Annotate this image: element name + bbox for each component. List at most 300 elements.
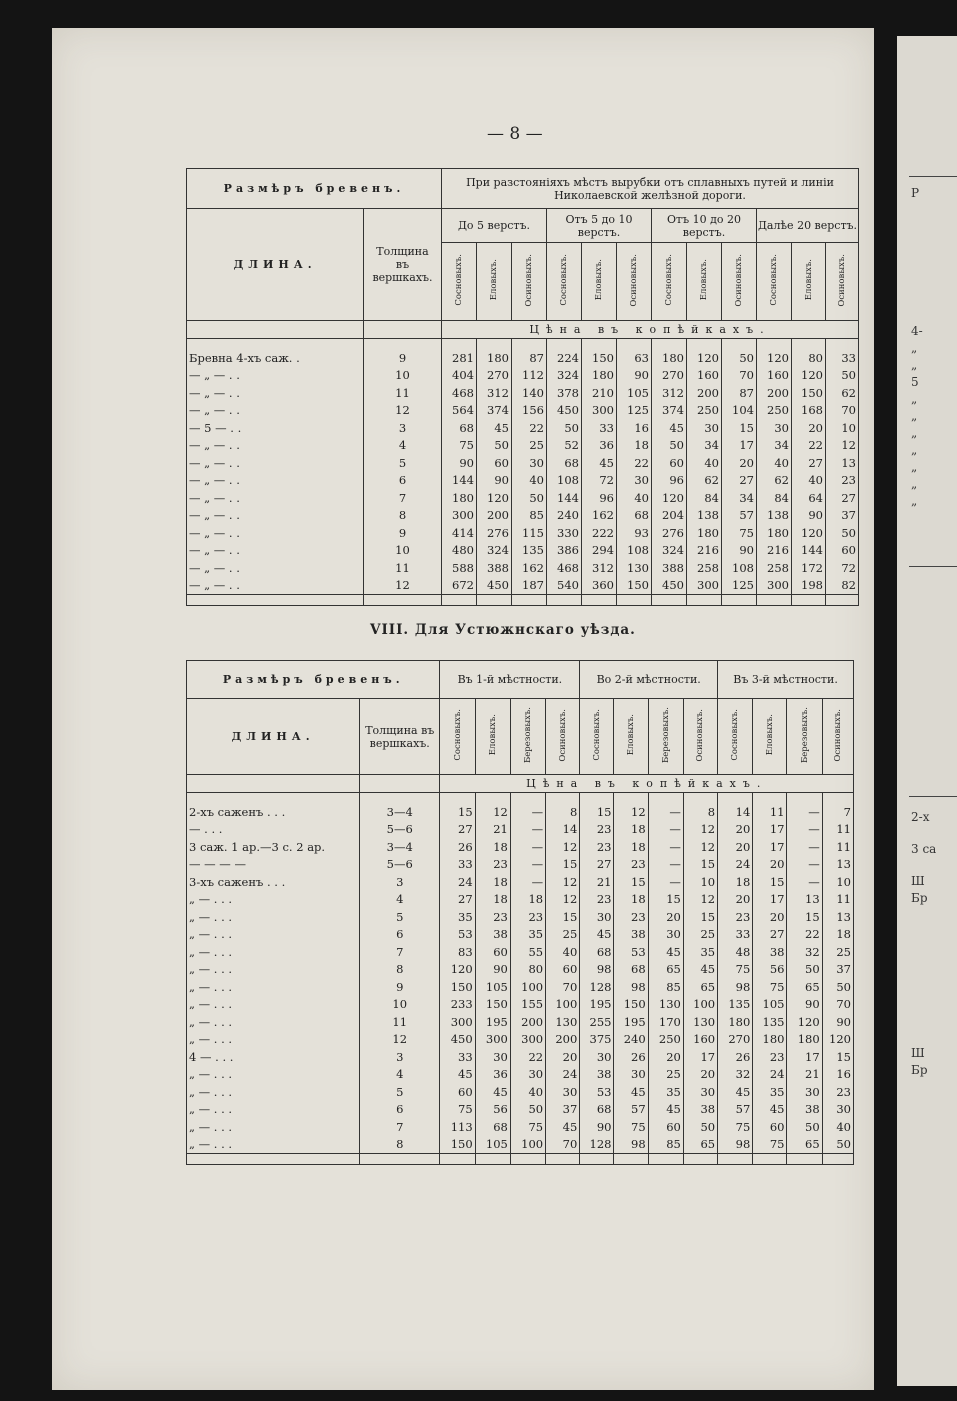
price-cell: 200 bbox=[546, 1031, 580, 1049]
locality-group: Въ 3-й мѣстности. bbox=[718, 661, 854, 699]
price-cell: 150 bbox=[582, 349, 617, 367]
price-cell: 125 bbox=[617, 402, 652, 420]
price-cell: 240 bbox=[614, 1031, 648, 1049]
price-cell: 38 bbox=[683, 1101, 717, 1119]
price-cell: 120 bbox=[822, 1031, 853, 1049]
price-cell: 50 bbox=[822, 978, 853, 996]
price-cell: 180 bbox=[477, 349, 512, 367]
price-cell: 300 bbox=[510, 1031, 545, 1049]
price-cell: 150 bbox=[617, 577, 652, 595]
price-cell: 45 bbox=[614, 1083, 648, 1101]
price-cell: 160 bbox=[683, 1031, 717, 1049]
price-cell: 270 bbox=[477, 367, 512, 385]
price-cell: 83 bbox=[440, 943, 475, 961]
price-cell: 200 bbox=[477, 507, 512, 525]
price-cell: 50 bbox=[787, 1118, 822, 1136]
row-length-label: — „ — . . bbox=[187, 367, 364, 385]
price-cell: 10 bbox=[822, 873, 853, 891]
row-length-label: „ — . . . bbox=[187, 926, 360, 944]
row-thickness: 5—6 bbox=[360, 856, 440, 874]
row-length-label: „ — . . . bbox=[187, 891, 360, 909]
row-length-label: 3 саж. 1 ар.—3 с. 2 ар. bbox=[187, 838, 360, 856]
row-length-label: „ — . . . bbox=[187, 961, 360, 979]
row-thickness: 4 bbox=[364, 437, 442, 455]
price-cell: 404 bbox=[442, 367, 477, 385]
price-cell: 33 bbox=[440, 1048, 475, 1066]
price-cell: 20 bbox=[718, 821, 753, 839]
price-cell: 120 bbox=[757, 349, 792, 367]
price-cell: 138 bbox=[757, 507, 792, 525]
price-cell: 180 bbox=[753, 1031, 787, 1049]
table-row bbox=[187, 821, 854, 839]
row-thickness: 12 bbox=[364, 577, 442, 595]
price-cell: 25 bbox=[546, 926, 580, 944]
price-cell: — bbox=[648, 873, 683, 891]
price-cell: — bbox=[648, 821, 683, 839]
price-cell: 18 bbox=[475, 838, 510, 856]
price-cell: 25 bbox=[648, 1066, 683, 1084]
price-cell: 62 bbox=[757, 472, 792, 490]
price-cell: 75 bbox=[753, 978, 787, 996]
price-cell: 324 bbox=[652, 542, 687, 560]
wood-type-header: Еловыхъ. bbox=[475, 699, 510, 775]
row-thickness: 7 bbox=[364, 489, 442, 507]
price-cell: 250 bbox=[648, 1031, 683, 1049]
price-cell: 30 bbox=[757, 419, 792, 437]
price-cell: 672 bbox=[442, 577, 477, 595]
row-length-label: — „ — . . bbox=[187, 507, 364, 525]
price-cell: 37 bbox=[546, 1101, 580, 1119]
adjacent-rule bbox=[909, 566, 957, 567]
price-cell: 30 bbox=[648, 926, 683, 944]
table-row bbox=[187, 367, 859, 385]
price-cell: 20 bbox=[546, 1048, 580, 1066]
price-cell: 17 bbox=[787, 1048, 822, 1066]
price-cell: 17 bbox=[753, 891, 787, 909]
price-cell: 120 bbox=[687, 349, 722, 367]
price-cell: 26 bbox=[718, 1048, 753, 1066]
price-cell: 93 bbox=[617, 524, 652, 542]
price-cell: 450 bbox=[547, 402, 582, 420]
price-cell: 55 bbox=[510, 943, 545, 961]
price-cell: 18 bbox=[822, 926, 853, 944]
row-length-label: „ — . . . bbox=[187, 1083, 360, 1101]
price-cell: 144 bbox=[442, 472, 477, 490]
table-row bbox=[187, 1066, 854, 1084]
price-cell: 68 bbox=[547, 454, 582, 472]
price-cell: 40 bbox=[512, 472, 547, 490]
price-cell: 12 bbox=[683, 821, 717, 839]
wood-type-header: Сосновыхъ. bbox=[718, 699, 753, 775]
price-cell: 90 bbox=[442, 454, 477, 472]
price-cell: 15 bbox=[440, 803, 475, 821]
price-cell: 23 bbox=[475, 908, 510, 926]
table-row bbox=[187, 559, 859, 577]
price-cell: 60 bbox=[652, 454, 687, 472]
price-cell: 15 bbox=[787, 908, 822, 926]
price-cell: 200 bbox=[757, 384, 792, 402]
row-thickness: 6 bbox=[364, 472, 442, 490]
row-length-label: — „ — . . bbox=[187, 454, 364, 472]
price-cell: 100 bbox=[510, 1136, 545, 1154]
price-cell: 27 bbox=[440, 891, 475, 909]
price-cell: 21 bbox=[475, 821, 510, 839]
price-cell: 65 bbox=[683, 978, 717, 996]
price-cell: 80 bbox=[792, 349, 826, 367]
price-cell: 20 bbox=[792, 419, 826, 437]
price-cell: — bbox=[510, 856, 545, 874]
wood-type-header: Осиновыхъ. bbox=[722, 243, 757, 321]
price-cell: 130 bbox=[546, 1013, 580, 1031]
price-cell: 156 bbox=[512, 402, 547, 420]
price-cell: 23 bbox=[475, 856, 510, 874]
price-cell: 18 bbox=[614, 891, 648, 909]
price-table-1 bbox=[186, 168, 859, 606]
price-cell: 96 bbox=[582, 489, 617, 507]
price-cell: 50 bbox=[722, 349, 757, 367]
row-thickness: 12 bbox=[364, 402, 442, 420]
price-cell: 180 bbox=[757, 524, 792, 542]
price-cell: 13 bbox=[787, 891, 822, 909]
price-cell: 25 bbox=[512, 437, 547, 455]
price-cell: 450 bbox=[652, 577, 687, 595]
row-thickness: 9 bbox=[364, 349, 442, 367]
price-cell: 37 bbox=[826, 507, 859, 525]
price-cell: 30 bbox=[546, 1083, 580, 1101]
price-cell: 11 bbox=[822, 821, 853, 839]
price-cell: 104 bbox=[722, 402, 757, 420]
price-cell: 112 bbox=[512, 367, 547, 385]
price-cell: 50 bbox=[683, 1118, 717, 1136]
price-cell: 180 bbox=[718, 1013, 753, 1031]
price-cell: 96 bbox=[652, 472, 687, 490]
page-number: — 8 — bbox=[487, 124, 543, 144]
row-thickness: 5 bbox=[360, 908, 440, 926]
distance-caption: При разстояніяхъ мѣстъ вырубки отъ сплавныхъ путей и линіи Николаевской желѣзной дороги. bbox=[442, 169, 859, 209]
wood-type-header: Еловыхъ. bbox=[477, 243, 512, 321]
price-cell: 53 bbox=[440, 926, 475, 944]
price-cell: 108 bbox=[547, 472, 582, 490]
price-cell: 330 bbox=[547, 524, 582, 542]
price-cell: 65 bbox=[787, 1136, 822, 1154]
row-thickness: 7 bbox=[360, 1118, 440, 1136]
adjacent-fragment: Ш bbox=[911, 1046, 925, 1060]
price-cell: 130 bbox=[648, 996, 683, 1014]
price-cell: 90 bbox=[477, 472, 512, 490]
price-cell: 62 bbox=[826, 384, 859, 402]
adjacent-fragment: „ bbox=[911, 460, 918, 474]
price-cell: 50 bbox=[826, 367, 859, 385]
price-cell: 48 bbox=[718, 943, 753, 961]
row-length-label: — „ — . . bbox=[187, 542, 364, 560]
price-cell: 180 bbox=[442, 489, 477, 507]
adjacent-fragment: 3 са bbox=[911, 842, 937, 856]
price-cell: 75 bbox=[440, 1101, 475, 1119]
row-length-label: Бревна 4-хъ саж. . bbox=[187, 349, 364, 367]
row-length-label: „ — . . . bbox=[187, 1136, 360, 1154]
price-cell: 12 bbox=[546, 838, 580, 856]
price-cell: 56 bbox=[475, 1101, 510, 1119]
price-cell: 52 bbox=[547, 437, 582, 455]
price-cell: 20 bbox=[753, 856, 787, 874]
row-thickness: 3—4 bbox=[360, 803, 440, 821]
price-cell: 64 bbox=[792, 489, 826, 507]
price-cell: 312 bbox=[652, 384, 687, 402]
price-cell: 68 bbox=[614, 961, 648, 979]
price-cell: 22 bbox=[510, 1048, 545, 1066]
table-row bbox=[187, 1083, 854, 1101]
price-cell: 250 bbox=[687, 402, 722, 420]
price-cell: 50 bbox=[547, 419, 582, 437]
row-thickness: 10 bbox=[364, 542, 442, 560]
wood-type-header: Сосновыхъ. bbox=[547, 243, 582, 321]
row-thickness: 6 bbox=[360, 1101, 440, 1119]
price-cell: 75 bbox=[722, 524, 757, 542]
price-cell: 57 bbox=[614, 1101, 648, 1119]
price-cell: 33 bbox=[826, 349, 859, 367]
price-cell: 85 bbox=[648, 978, 683, 996]
adjacent-rule bbox=[909, 176, 957, 177]
price-cell: 90 bbox=[617, 367, 652, 385]
price-cell: 23 bbox=[510, 908, 545, 926]
price-cell: 258 bbox=[687, 559, 722, 577]
adjacent-rule bbox=[909, 796, 957, 797]
locality-group: Во 2-й мѣстности. bbox=[580, 661, 718, 699]
price-cell: 53 bbox=[614, 943, 648, 961]
row-thickness: 12 bbox=[360, 1031, 440, 1049]
wood-type-header: Сосновыхъ. bbox=[757, 243, 792, 321]
row-length-label: „ — . . . bbox=[187, 996, 360, 1014]
price-cell: 23 bbox=[826, 472, 859, 490]
price-cell: 20 bbox=[683, 1066, 717, 1084]
price-cell: 50 bbox=[477, 437, 512, 455]
price-cell: 65 bbox=[787, 978, 822, 996]
price-cell: — bbox=[510, 821, 545, 839]
table-row bbox=[187, 1118, 854, 1136]
price-cell: — bbox=[510, 838, 545, 856]
price-cell: 128 bbox=[580, 1136, 614, 1154]
price-cell: 90 bbox=[475, 961, 510, 979]
price-cell: 45 bbox=[580, 926, 614, 944]
price-cell: 90 bbox=[580, 1118, 614, 1136]
price-cell: 216 bbox=[757, 542, 792, 560]
price-cell: 22 bbox=[792, 437, 826, 455]
price-cell: 70 bbox=[546, 1136, 580, 1154]
price-cell: 23 bbox=[718, 908, 753, 926]
price-cell: 105 bbox=[475, 978, 510, 996]
adjacent-fragment: Р bbox=[911, 186, 920, 200]
price-cell: 24 bbox=[753, 1066, 787, 1084]
price-cell: 150 bbox=[440, 978, 475, 996]
price-cell: 72 bbox=[826, 559, 859, 577]
price-cell: 22 bbox=[787, 926, 822, 944]
price-cell: — bbox=[787, 803, 822, 821]
price-cell: 24 bbox=[440, 873, 475, 891]
row-thickness: 3 bbox=[364, 419, 442, 437]
adjacent-fragment: 5 bbox=[911, 375, 919, 389]
price-cell: 57 bbox=[718, 1101, 753, 1119]
price-cell: 100 bbox=[683, 996, 717, 1014]
price-cell: 10 bbox=[683, 873, 717, 891]
price-cell: 36 bbox=[475, 1066, 510, 1084]
price-cell: 180 bbox=[652, 349, 687, 367]
price-cell: 8 bbox=[546, 803, 580, 821]
distance-group: Отъ 10 до 20 верстъ. bbox=[652, 209, 757, 243]
price-cell: 37 bbox=[822, 961, 853, 979]
price-cell: 45 bbox=[582, 454, 617, 472]
price-cell: 50 bbox=[510, 1101, 545, 1119]
price-cell: 12 bbox=[546, 891, 580, 909]
price-cell: 105 bbox=[617, 384, 652, 402]
price-cell: 17 bbox=[722, 437, 757, 455]
wood-type-header: Осиновыхъ. bbox=[512, 243, 547, 321]
price-cell: 75 bbox=[442, 437, 477, 455]
price-cell: 468 bbox=[547, 559, 582, 577]
price-cell: 27 bbox=[826, 489, 859, 507]
price-cell: 35 bbox=[440, 908, 475, 926]
price-cell: 15 bbox=[614, 873, 648, 891]
table-row bbox=[187, 996, 854, 1014]
price-cell: 294 bbox=[582, 542, 617, 560]
price-cell: 312 bbox=[477, 384, 512, 402]
price-cell: 90 bbox=[722, 542, 757, 560]
price-cell: 75 bbox=[753, 1136, 787, 1154]
table-row bbox=[187, 542, 859, 560]
price-cell: 13 bbox=[822, 856, 853, 874]
price-cell: 35 bbox=[753, 1083, 787, 1101]
wood-type-header: Сосновыхъ. bbox=[580, 699, 614, 775]
price-cell: 17 bbox=[683, 1048, 717, 1066]
price-cell: 130 bbox=[683, 1013, 717, 1031]
price-cell: 140 bbox=[512, 384, 547, 402]
price-cell: 45 bbox=[652, 419, 687, 437]
price-cell: 23 bbox=[580, 891, 614, 909]
table-row bbox=[187, 1048, 854, 1066]
price-cell: 324 bbox=[477, 542, 512, 560]
table-row bbox=[187, 803, 854, 821]
price-cell: 68 bbox=[617, 507, 652, 525]
row-length-label: „ — . . . bbox=[187, 1101, 360, 1119]
price-cell: 40 bbox=[687, 454, 722, 472]
price-cell: 38 bbox=[614, 926, 648, 944]
row-thickness: 8 bbox=[364, 507, 442, 525]
price-cell: 270 bbox=[652, 367, 687, 385]
wood-type-header: Осиновыхъ. bbox=[826, 243, 859, 321]
price-cell: 15 bbox=[722, 419, 757, 437]
table-row bbox=[187, 507, 859, 525]
price-cell: 216 bbox=[687, 542, 722, 560]
adjacent-fragment: „ bbox=[911, 358, 918, 372]
row-length-label: — „ — . . bbox=[187, 559, 364, 577]
price-cell: 85 bbox=[512, 507, 547, 525]
price-cell: 70 bbox=[826, 402, 859, 420]
row-length-label: — 5 — . . bbox=[187, 419, 364, 437]
adjacent-fragment: „ bbox=[911, 477, 918, 491]
price-cell: 155 bbox=[510, 996, 545, 1014]
price-cell: 144 bbox=[792, 542, 826, 560]
price-cell: 160 bbox=[757, 367, 792, 385]
price-cell: 33 bbox=[440, 856, 475, 874]
price-cell: 27 bbox=[722, 472, 757, 490]
price-cell: 27 bbox=[580, 856, 614, 874]
row-thickness: 3 bbox=[360, 873, 440, 891]
price-cell: 60 bbox=[440, 1083, 475, 1101]
price-cell: 100 bbox=[546, 996, 580, 1014]
price-cell: 35 bbox=[648, 1083, 683, 1101]
price-cell: 50 bbox=[826, 524, 859, 542]
price-cell: 15 bbox=[546, 856, 580, 874]
price-cell: 281 bbox=[442, 349, 477, 367]
price-cell: 120 bbox=[477, 489, 512, 507]
length-label: ДЛИНА. bbox=[187, 699, 360, 775]
table-row bbox=[187, 856, 854, 874]
row-thickness: 9 bbox=[364, 524, 442, 542]
price-cell: 27 bbox=[792, 454, 826, 472]
price-cell: 160 bbox=[687, 367, 722, 385]
price-cell: 17 bbox=[753, 838, 787, 856]
price-cell: 36 bbox=[582, 437, 617, 455]
price-cell: 180 bbox=[687, 524, 722, 542]
row-length-label: — „ — . . bbox=[187, 577, 364, 595]
table-row bbox=[187, 577, 859, 595]
price-cell: 26 bbox=[614, 1048, 648, 1066]
price-cell: 13 bbox=[826, 454, 859, 472]
price-cell: 200 bbox=[510, 1013, 545, 1031]
price-cell: 22 bbox=[512, 419, 547, 437]
table-row bbox=[187, 943, 854, 961]
row-length-label: — „ — . . bbox=[187, 472, 364, 490]
price-cell: 100 bbox=[510, 978, 545, 996]
adjacent-fragment: 4- bbox=[911, 324, 923, 338]
adjacent-fragment: Ш bbox=[911, 874, 925, 888]
price-cell: 105 bbox=[475, 1136, 510, 1154]
price-cell: 30 bbox=[512, 454, 547, 472]
adjacent-fragment: Бр bbox=[911, 1063, 928, 1077]
table-row bbox=[187, 873, 854, 891]
row-thickness: 5—6 bbox=[360, 821, 440, 839]
row-thickness: 8 bbox=[360, 1136, 440, 1154]
price-cell: 23 bbox=[580, 838, 614, 856]
price-cell: 68 bbox=[580, 1101, 614, 1119]
wood-type-header: Сосновыхъ. bbox=[440, 699, 475, 775]
price-cell: 32 bbox=[718, 1066, 753, 1084]
wood-type-header: Еловыхъ. bbox=[753, 699, 787, 775]
price-cell: 72 bbox=[582, 472, 617, 490]
row-length-label: „ — . . . bbox=[187, 908, 360, 926]
wood-type-header: Еловыхъ. bbox=[614, 699, 648, 775]
price-cell: 70 bbox=[546, 978, 580, 996]
wood-type-header: Березовыхъ. bbox=[510, 699, 545, 775]
price-cell: 200 bbox=[687, 384, 722, 402]
price-cell: 250 bbox=[757, 402, 792, 420]
price-cell: 7 bbox=[822, 803, 853, 821]
price-cell: 540 bbox=[547, 577, 582, 595]
price-cell: 25 bbox=[683, 926, 717, 944]
price-cell: 65 bbox=[683, 1136, 717, 1154]
price-cell: 38 bbox=[753, 943, 787, 961]
row-length-label: „ — . . . bbox=[187, 1066, 360, 1084]
price-cell: 45 bbox=[477, 419, 512, 437]
price-cell: 38 bbox=[475, 926, 510, 944]
wood-type-header: Березовыхъ. bbox=[787, 699, 822, 775]
price-cell: 87 bbox=[722, 384, 757, 402]
row-length-label: 2-хъ саженъ . . . bbox=[187, 803, 360, 821]
price-cell: 60 bbox=[753, 1118, 787, 1136]
price-cell: 63 bbox=[617, 349, 652, 367]
row-length-label: „ — . . . bbox=[187, 943, 360, 961]
row-thickness: 4 bbox=[360, 891, 440, 909]
price-cell: 23 bbox=[822, 1083, 853, 1101]
